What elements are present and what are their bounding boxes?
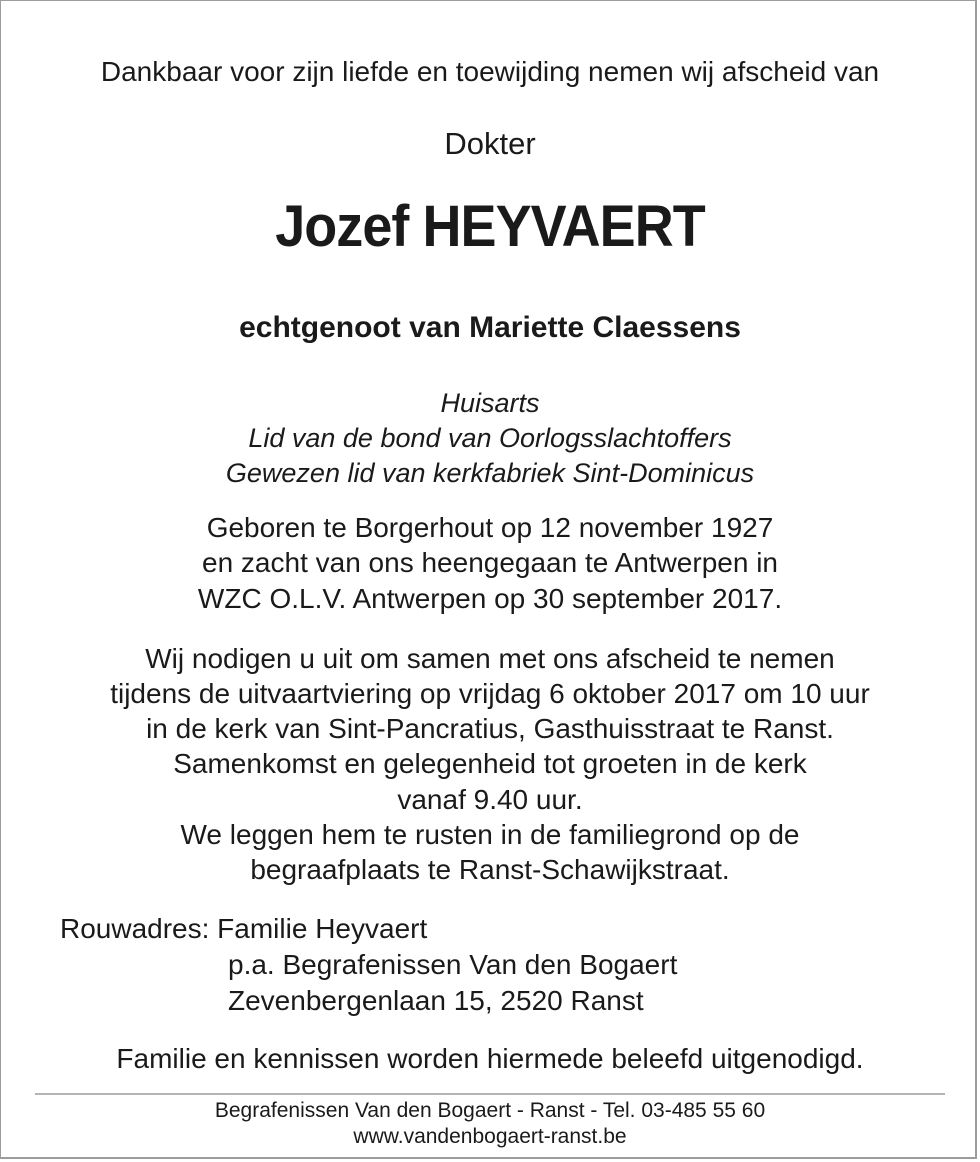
function-line: Huisarts: [440, 388, 540, 418]
invitation-line: Wij nodigen u uit om samen met ons afscheid te nemen: [145, 643, 835, 674]
spouse-text: echtgenoot van Mariette Claessens: [239, 311, 741, 344]
address-label: Rouwadres: Familie Heyvaert: [60, 913, 428, 944]
birth-death-line: en zacht van ons heengegaan te Antwerpen in: [202, 547, 778, 578]
deceased-name: Jozef HEYVAERT: [275, 194, 705, 259]
birth-death-line: WZC O.L.V. Antwerpen op 30 september 2017.: [197, 583, 783, 614]
invitation-line: vanaf 9.40 uur.: [397, 784, 583, 815]
invitation-line: in de kerk van Sint-Pancratius, Gasthuisstraat te Ranst.: [146, 713, 834, 744]
invitation-line: We leggen hem te rusten in de familiegrond op de: [180, 819, 800, 850]
closing-text: Familie en kennissen worden hiermede beleefd uitgenodigd.: [116, 1043, 864, 1074]
function-line: Lid van de bond van Oorlogsslachtoffers: [248, 423, 732, 453]
footer-company: Begrafenissen Van den Bogaert - Ranst - Tel. 03-485 55 60: [214, 1099, 766, 1122]
invitation-line: begraafplaats te Ranst-Schawijkstraat.: [250, 854, 730, 885]
birth-death-line: Geboren te Borgerhout op 12 november 1927: [206, 512, 774, 543]
intro-text: Dankbaar voor zijn liefde en toewijding nemen wij afscheid van: [100, 56, 880, 87]
address-line: Zevenbergenlaan 15, 2520 Ranst: [228, 985, 644, 1016]
address-line: p.a. Begrafenissen Van den Bogaert: [228, 949, 678, 980]
title-text: Dokter: [444, 126, 536, 161]
invitation-line: tijdens de uitvaartviering op vrijdag 6 oktober 2017 om 10 uur: [110, 678, 870, 709]
footer-website[interactable]: www.vandenbogaert-ranst.be: [353, 1125, 627, 1148]
footer-divider: [35, 1093, 945, 1095]
invitation-line: Samenkomst en gelegenheid tot groeten in de kerk: [173, 748, 807, 779]
function-line: Gewezen lid van kerkfabriek Sint-Dominicus: [225, 458, 755, 488]
